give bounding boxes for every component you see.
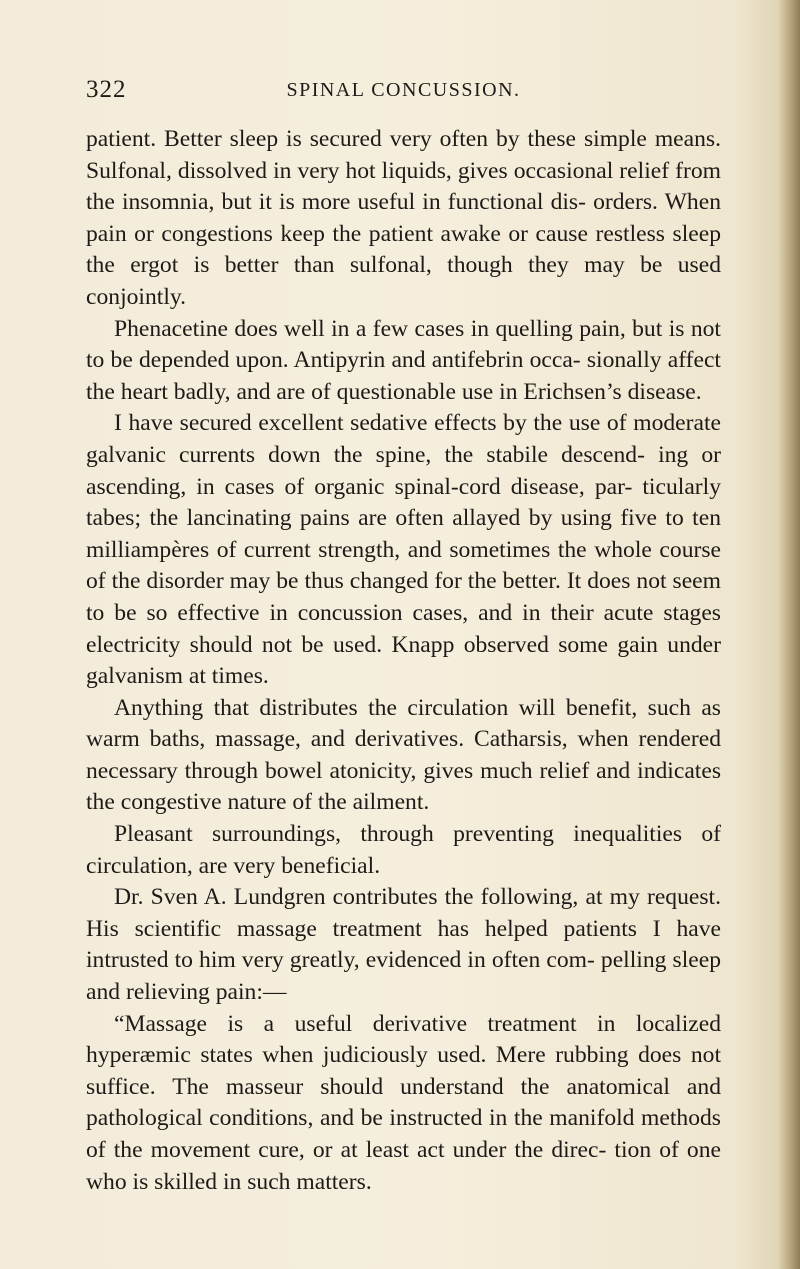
paragraph-galvanic: I have secured excellent sedative effects by the use of moderate galvanic currents down the spine, the stabile descend- ing or ascending, in cases of organic spinal-cord disease, par- ticularly tabes; the lancinating pains are often allayed by using five to ten milliampères of current strength, and sometimes the whole course of the disorder may be thus changed for the better. It does not seem to be so effective in concussion cases, and in their acute stages electricity should not be used. Knapp observed some gain under galvanism at times. — [86, 410, 721, 690]
paragraph-surroundings: Pleasant surroundings, through preventing inequalities of circulation, are very beneficial. — [86, 821, 721, 879]
page-header — [86, 76, 721, 110]
paragraph-circulation: Anything that distributes the circulation will benefit, such as warm baths, massage, and derivatives. Catharsis, when rendered necessary through bowel atonicity, gives much relief and indicates the congestive nature of the ailment. — [86, 694, 721, 816]
paragraph-continuation: patient. Better sleep is secured very often by these simple means. Sulfonal, dissolved in very hot liquids, gives occasional relief from the insomnia, but it is more useful in functional dis- orders. When pain or congestions keep the patient awake or cause restless sleep the ergot is better than sulfonal, though they may be used conjointly. — [86, 126, 721, 310]
body-text — [86, 124, 721, 1198]
paragraph-lundgren: Dr. Sven A. Lundgren contributes the following, at my request. His scientific massage treatment has helped patients I have intrusted to him very greatly, evidenced in often com- pelling sleep and relieving pain:— — [86, 884, 721, 1006]
page-number: 322 — [86, 76, 127, 103]
page-edge-shadow — [778, 0, 800, 1269]
paragraph-massage-quote: “Massage is a useful derivative treatment in localized hyperæmic states when judiciously used. Mere rubbing does not suffice. The masseur should understand the anatomical and pathological conditions, and be instructed in the manifold methods of the movement cure, or at least act under the direc- tion of one who is skilled in such matters. — [86, 1010, 721, 1195]
paragraph-phenacetine: Phenacetine does well in a few cases in quelling pain, but is not to be depended upon. Antipyrin and antifebrin occa- sionally affect the heart badly, and are of questionable use in Erichsen’s disease. — [86, 315, 721, 405]
running-title: SPINAL CONCUSSION. — [286, 79, 521, 101]
